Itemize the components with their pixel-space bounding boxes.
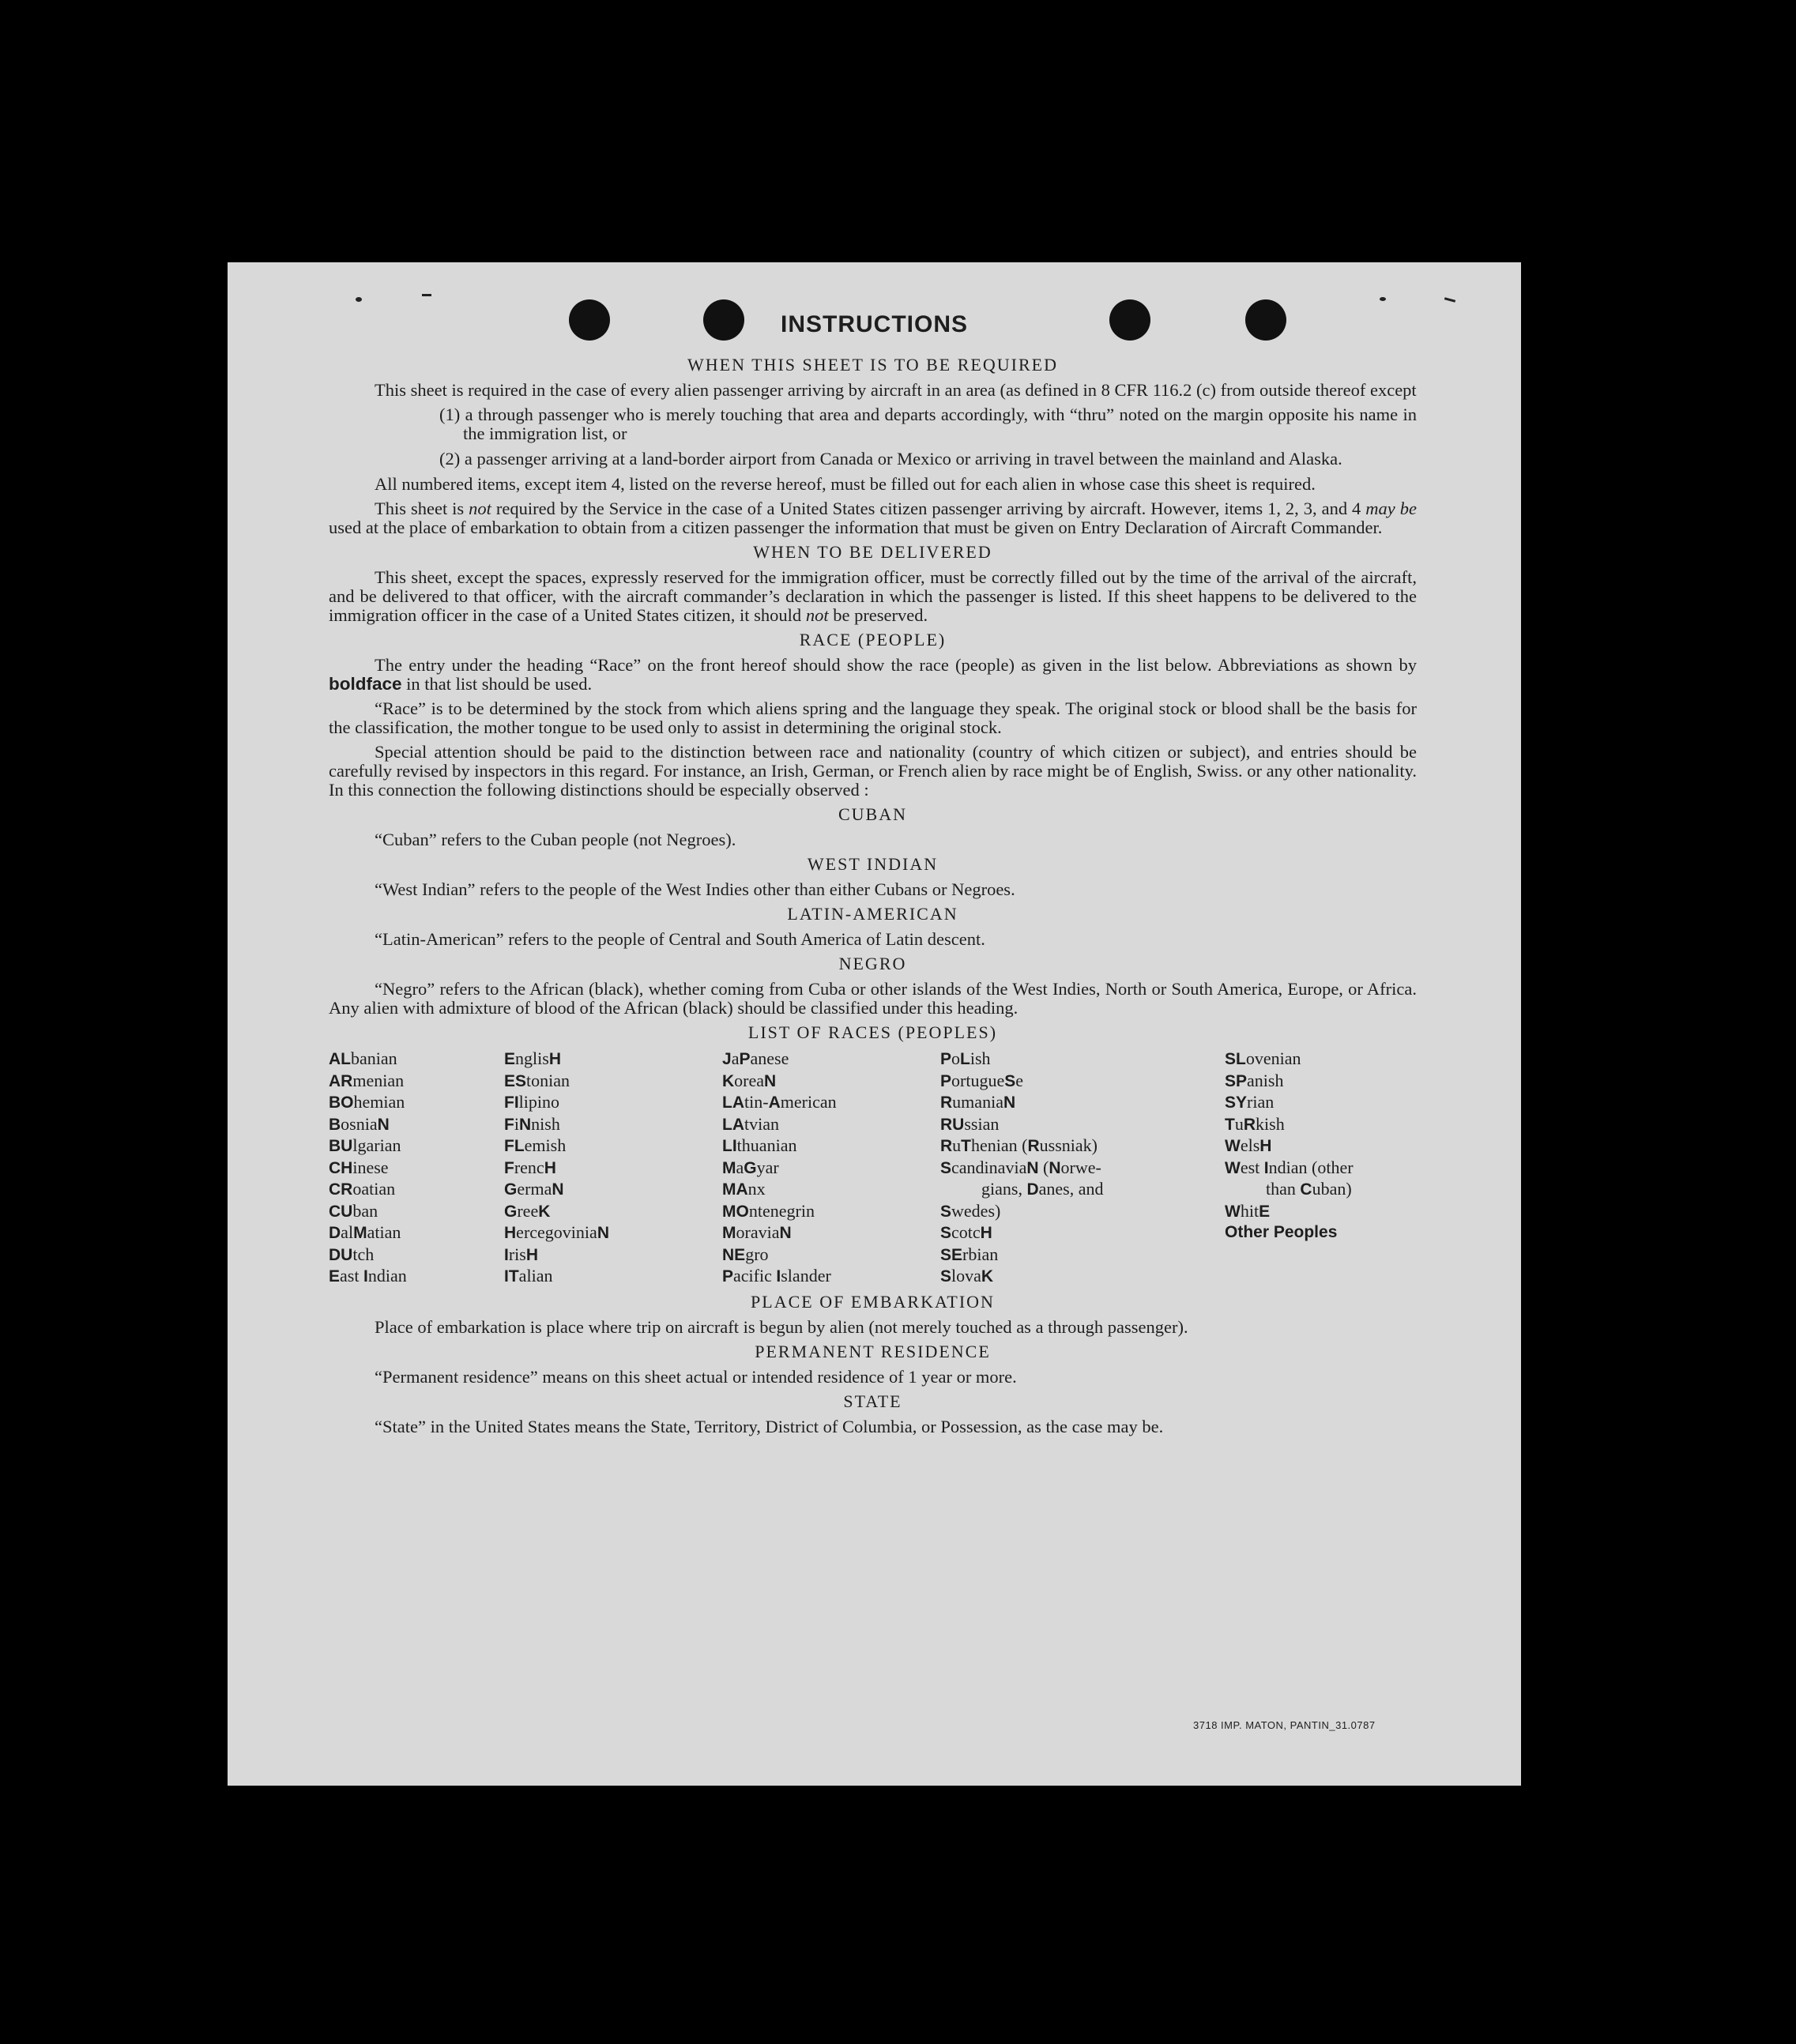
race-entry: ScotcH — [940, 1222, 992, 1242]
instruction-sheet — [228, 262, 1521, 1786]
race-entry: TuRkish — [1225, 1113, 1285, 1134]
races-list-heading: LIST OF RACES (PEOPLES) — [747, 1022, 998, 1042]
race-entry: HercegoviniaN — [504, 1222, 609, 1242]
race-entry: Pacific Islander — [722, 1266, 831, 1285]
race-entry: WhitE — [1225, 1200, 1271, 1221]
ink-speck — [1380, 297, 1386, 301]
west-indian-text: “West Indian” refers to the people of the West Indies other than either Cubans or Negroes. — [375, 879, 1015, 899]
race-entry: ITalian — [504, 1266, 553, 1285]
race-entry: EStonian — [504, 1070, 570, 1090]
race-entry: LAtvian — [722, 1113, 780, 1134]
race-entry: gians, Danes, and — [981, 1179, 1104, 1199]
ink-speck — [422, 294, 431, 296]
races-list — [329, 1048, 1417, 1288]
race-column — [1225, 1048, 1417, 1288]
race-column — [940, 1048, 1225, 1288]
race-entry: PoLish — [940, 1048, 991, 1068]
printer-imprint: 3718 IMP. MATON, PANTIN_31.0787 — [1193, 1719, 1376, 1731]
page-title: INSTRUCTIONS — [781, 311, 968, 337]
cuban-text: “Cuban” refers to the Cuban people (not Negroes). — [375, 830, 736, 849]
race-entry: SErbian — [940, 1244, 999, 1264]
race-paragraph-2: “Race” is to be determined by the stock from which aliens spring and the language they speak. The original stock or blood shall be the basis for the classification, the mother tongue to be used only to assist in determining the original stock. — [329, 698, 1417, 737]
section-heading-latin-american: LATIN-AMERICAN — [787, 904, 958, 924]
race-entry: Swedes) — [940, 1200, 1001, 1221]
race-entry: EnglisH — [504, 1048, 561, 1068]
race-entry: MAnx — [722, 1179, 766, 1199]
ink-speck — [356, 297, 362, 302]
race-entry: MOntenegrin — [722, 1200, 815, 1221]
race-entry: SlovaK — [940, 1266, 994, 1285]
race-entry: MaGyar — [722, 1157, 779, 1177]
race-entry: SPanish — [1225, 1070, 1284, 1090]
race-entry: than Cuban) — [1266, 1179, 1352, 1199]
race-entry: FLemish — [504, 1135, 567, 1155]
race-entry: CRoatian — [329, 1179, 396, 1199]
race-entry: Other Peoples — [1225, 1223, 1338, 1241]
race-entry: MoraviaN — [722, 1222, 792, 1242]
race-entry: BosniaN — [329, 1113, 390, 1134]
race-entry: FIlipino — [504, 1092, 560, 1112]
race-entry: SYrian — [1225, 1092, 1275, 1112]
negro-text: “Negro” refers to the African (black), whether coming from Cuba or other islands of the West Indies, North or South America, Europe, or Africa. Any alien with admixture of blood of the African (black) should be classified under this heading. — [329, 979, 1417, 1018]
race-entry: RumaniaN — [940, 1092, 1016, 1112]
race-entry: NEgro — [722, 1244, 769, 1264]
instructions-body — [329, 351, 1417, 1442]
race-entry: ARmenian — [329, 1070, 405, 1090]
race-entry: WelsH — [1225, 1135, 1272, 1155]
race-entry: GermaN — [504, 1179, 564, 1199]
race-entry: ALbanian — [329, 1048, 397, 1068]
race-entry: RuThenian (Russniak) — [940, 1135, 1098, 1155]
race-entry: CHinese — [329, 1157, 389, 1177]
section-heading-required: WHEN THIS SHEET IS TO BE REQUIRED — [687, 355, 1058, 375]
race-entry: FrencH — [504, 1157, 556, 1177]
race-entry: KoreaN — [722, 1070, 777, 1090]
race-paragraph-3: Special attention should be paid to the distinction between race and nationality (country of which citizen or subject), and entries should be carefully revised by inspectors in this regard. For instance, an Irish, German, or French alien by race might be of English, Swiss. or any other nationality. In this connection the following distinctions should be especially observed : — [329, 742, 1417, 800]
required-paragraph: This sheet is required in the case of every alien passenger arriving by aircraft in an area (as defined in 8 CFR 116.2 (c) from outside thereof except — [375, 380, 1417, 400]
section-heading-west-indian: WEST INDIAN — [807, 854, 939, 874]
race-entry: West Indian (other — [1225, 1157, 1354, 1177]
state-text: “State” in the United States means the State, Territory, District of Columbia, or Possession, as the case may be. — [375, 1416, 1164, 1436]
race-entry: RUssian — [940, 1113, 1000, 1134]
race-entry: FiNnish — [504, 1113, 560, 1134]
citizen-paragraph: This sheet is not required by the Service in the case of a United States citizen passenger arriving by aircraft. However, items 1, 2, 3, and 4 may be used at the place of embarkation to obtain from a citizen passenger the information that must be given on Entry Declaration of Aircraft Commander. — [329, 499, 1417, 537]
exception-item-1: (1) a through passenger who is merely touching that area and departs accordingly, with “thru” noted on the margin opposite his name in the immigration list, or — [439, 405, 1417, 443]
numbered-items-paragraph: All numbered items, except item 4, listed on the reverse hereof, must be filled out for each alien in whose case this sheet is required. — [375, 474, 1316, 494]
race-entry: DUtch — [329, 1244, 375, 1264]
race-column — [722, 1048, 940, 1288]
race-entry: DalMatian — [329, 1222, 401, 1242]
residence-text: “Permanent residence” means on this sheet actual or intended residence of 1 year or more. — [375, 1366, 1017, 1387]
embarkation-text: Place of embarkation is place where trip on aircraft is begun by alien (not merely touched as a through passenger). — [375, 1316, 1188, 1337]
section-heading-cuban: CUBAN — [838, 804, 907, 824]
race-entry: PortugueSe — [940, 1070, 1024, 1090]
race-entry: East Indian — [329, 1266, 407, 1285]
section-heading-residence: PERMANENT RESIDENCE — [755, 1341, 991, 1361]
race-entry: JaPanese — [722, 1048, 789, 1068]
race-entry: IrisH — [504, 1244, 539, 1264]
ink-speck — [1444, 297, 1455, 303]
race-entry: SLovenian — [1225, 1048, 1301, 1068]
section-heading-delivered: WHEN TO BE DELIVERED — [753, 542, 992, 562]
race-paragraph-1: The entry under the heading “Race” on the front hereof should show the race (people) as given in the list below. Abbreviations as shown by boldface in that list should be used. — [329, 655, 1417, 694]
section-heading-negro: NEGRO — [838, 954, 907, 973]
delivered-paragraph: This sheet, except the spaces, expressly reserved for the immigration officer, must be correctly filled out by the time of the arrival of the aircraft, and be delivered to that officer, with the aircraft commander’s declaration in which the passenger is listed. If this sheet happens to be delivered to the immigration officer in the case of a United States citizen, it should not be preserved. — [329, 567, 1417, 625]
race-column — [504, 1048, 722, 1288]
race-entry: CUban — [329, 1200, 378, 1221]
race-entry: ScandinaviaN (Norwe- — [940, 1157, 1101, 1177]
race-entry: LAtin-American — [722, 1092, 837, 1112]
race-entry: BUlgarian — [329, 1135, 401, 1155]
section-heading-race: RACE (PEOPLE) — [799, 630, 947, 649]
race-entry: BOhemian — [329, 1092, 405, 1112]
race-entry: LIthuanian — [722, 1135, 797, 1155]
section-heading-state: STATE — [843, 1391, 902, 1411]
race-entry: GreeK — [504, 1200, 551, 1221]
exception-item-2: (2) a passenger arriving at a land-border airport from Canada or Mexico or arriving in travel between the mainland and Alaska. — [439, 449, 1342, 469]
latin-american-text: “Latin-American” refers to the people of Central and South America of Latin descent. — [375, 929, 985, 949]
race-column — [329, 1048, 504, 1288]
section-heading-embarkation: PLACE OF EMBARKATION — [751, 1291, 995, 1312]
